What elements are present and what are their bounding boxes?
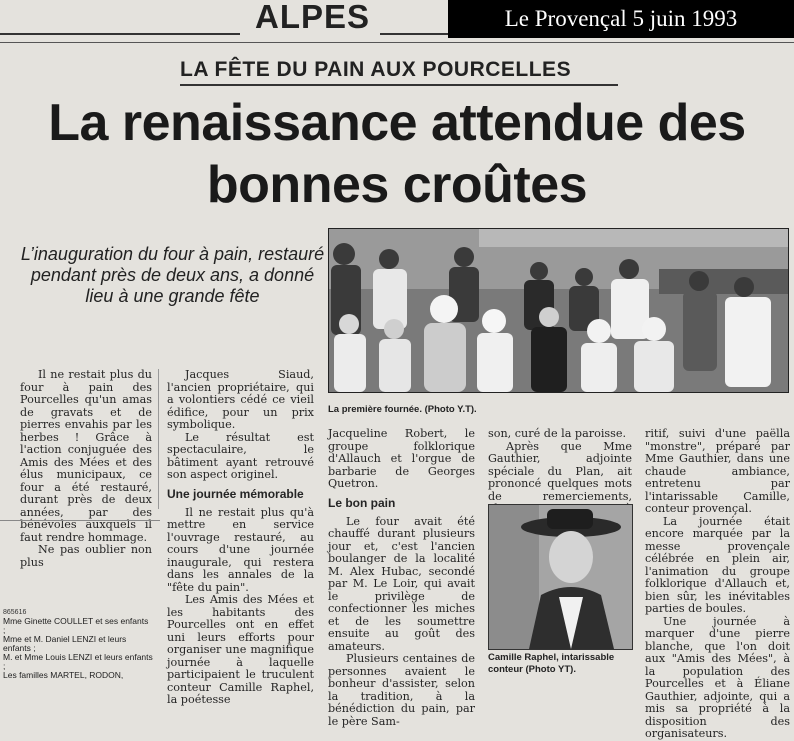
- source-label: Le Provençal 5 juin 1993: [448, 0, 794, 38]
- storyteller-caption-line-2: conteur (Photo YT).: [488, 664, 576, 675]
- header-rule: [0, 42, 794, 43]
- col5-paragraph-2: La journée était encore marquée par la messe provençale célébrée en plein air, l'animation du groupe folklorique d'Allauch et, bien sûr, les inévitables parties de boules.: [645, 514, 790, 615]
- notice-line-4: Les familles MARTEL, RODON,: [3, 670, 124, 680]
- col2-subheading: Une journée mémorable: [167, 486, 304, 501]
- col3-subheading: Le bon pain: [328, 495, 396, 510]
- group-photo: [328, 228, 789, 393]
- section-title: ALPES: [255, 0, 371, 35]
- column-2: [167, 369, 314, 707]
- kicker-underline: [180, 84, 618, 86]
- article-lead: L’inauguration du four à pain, restauré pendant près de deux ans, a donné lieu à une grande fête: [20, 244, 325, 306]
- group-photo-image: [329, 229, 788, 392]
- col2-paragraph-2: Le résultat est spectaculaire, le bâtiment ayant retrouvé son aspect originel.: [167, 430, 314, 481]
- notice-line-3: M. et Mme Louis LENZI et leurs enfants ;: [3, 652, 153, 671]
- notice-line-1: Mme Ginette COULLET et ses enfants ;: [3, 616, 149, 635]
- notice-line-2: Mme et M. Daniel LENZI et leurs enfants ;: [3, 634, 127, 653]
- headline-line-1: La renaissance attendue des: [48, 94, 746, 152]
- article-kicker: LA FÊTE DU PAIN AUX POURCELLES: [180, 58, 572, 81]
- top-rule-left: [0, 33, 240, 35]
- col3-paragraph-3: Plusieurs centaines de personnes avaient le bonheur d'assister, selon la tradition, à la bénédiction du pain, par le père Sam-: [328, 652, 475, 728]
- headline-line-2: bonnes croûtes: [206, 156, 588, 214]
- col5-paragraph-1: ritif, suivi d'une paëlla "monstre", préparé par Mme Gauthier, dans une chaude ambiance, entretenu par l'intarissable Camille, conteur provençal.: [645, 427, 790, 515]
- col1-paragraph-1: Il ne restait plus du four à pain des Pourcelles qu'un amas de gravats et de pierres envahis par les herbes ! Grâce à l'action conjuguée des Amis des Mées et des élus municipaux, ce four a été restauré, durant près de deux années, par des bénévoles auxquels il faut rendre hommage.: [20, 368, 152, 544]
- col2-paragraph-3: Il ne restait plus qu'à mettre en service l'ouvrage restauré, au cours d'une journée inaugurale, qui restera dans les annales de la "fête du pain".: [167, 505, 314, 594]
- column-rule-1: [158, 369, 159, 509]
- notice-code: 865616: [3, 609, 27, 616]
- col3-paragraph-1: Jacqueline Robert, le groupe folklorique d'Allauch et l'orgue de barbarie de Georges Quetron.: [328, 427, 475, 490]
- col4-paragraph-2: Après que Mme Gauthier, adjointe spéciale du Plan, ait prononcé quelques mots de remerciements,: [488, 439, 632, 503]
- top-rule-right: [380, 33, 450, 35]
- col3-paragraph-2: Le four avait été chauffé durant plusieurs jour et, c'est l'ancien boulanger de la localité M. Alex Hubac, secondé par M. Le Loir, qui avait le privilège de confectionner les miches et de les soumettre ensuite au goût des amateurs.: [328, 514, 475, 653]
- col2-paragraph-4: Les Amis des Mées et les habitants des Pourcelles ont en effet uni leurs efforts pour organiser une magnifique journée à laquelle participaient le truculent conteur Camille Raphel, la poétesse: [167, 593, 314, 706]
- col4-paragraph-1: son, curé de la paroisse.: [488, 427, 627, 440]
- col1-paragraph-2: Ne pas oublier non plus: [20, 543, 152, 569]
- storyteller-caption-line-1: Camille Raphel, intarissable: [488, 652, 615, 663]
- storyteller-photo: [488, 504, 633, 650]
- column-5: [645, 428, 790, 741]
- group-photo-caption: La première fournée. (Photo Y.T).: [328, 404, 477, 415]
- col2-paragraph-1: Jacques Siaud, l'ancien propriétaire, qui a volontiers cédé ce vieil édifice, pour un prix symbolique.: [167, 368, 314, 431]
- column-3: [328, 428, 475, 728]
- col5-paragraph-3: Une journée à marquer d'une pierre blanche, que l'on doit aux "Amis des Mées", à la population des Pourcelles et à Éliane Gauthier, adjointe, qui a mis sa propriété à la disposition des organisateurs.: [645, 614, 790, 740]
- storyteller-photo-image: [489, 505, 632, 649]
